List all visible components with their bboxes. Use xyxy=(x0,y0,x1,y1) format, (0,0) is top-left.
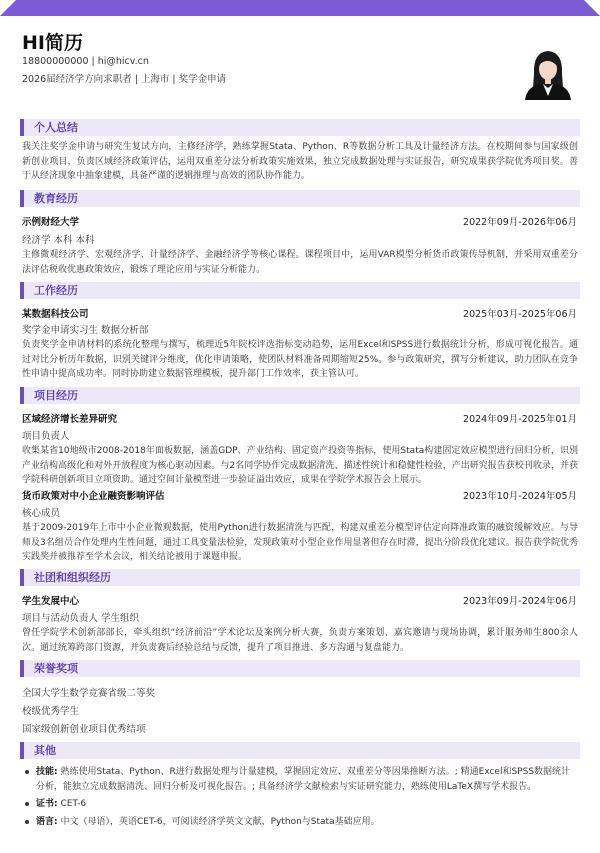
section-header-work xyxy=(20,282,580,299)
project-role: 项目负责人 xyxy=(22,431,70,442)
bullet-dot xyxy=(25,802,29,806)
award-item: 全国大学生数学竞赛省级二等奖 xyxy=(22,688,156,699)
other-item-label: 技能: xyxy=(36,767,58,777)
education-degree: 经济学 本科 本科 xyxy=(22,235,95,246)
section-accent xyxy=(20,119,24,136)
project-name: 区域经济增长差异研究 xyxy=(22,414,118,425)
contact-line: 18800000000 | hi@hicv.cn xyxy=(22,56,149,67)
section-header-awards xyxy=(20,660,580,677)
other-item-skills xyxy=(22,765,578,794)
community-date: 2023年09月-2024年06月 xyxy=(463,596,577,607)
other-item-certificate xyxy=(22,797,578,812)
section-title-summary: 个人总结 xyxy=(34,121,78,134)
bullet-dot xyxy=(25,770,29,774)
other-item-text: 熟练使用Stata、Python、R进行数据处理与计量建模，掌握固定效应、双重差分等因果推断方法。; 精通Excel和SPSS数据统计分析，能独立完成数据清洗、回归分析及可视化报告。; 具备经济学文献检索与实证研究能力，熟练使用LaTeX撰写学术报告。 xyxy=(36,767,571,792)
section-header-other xyxy=(20,742,580,759)
community-role: 项目与活动负责人 学生组织 xyxy=(22,613,140,624)
community-text: 曾任学院学术创新部部长，牵头组织“经济前沿”学术论坛及案例分析大赛，负责方案策划、嘉宾邀请与现场协调，累计服务师生800余人次。通过统筹跨部门资源，并负责赛后经验总结与反馈，提升了项目推进、多方沟通与复盘能力。 xyxy=(22,628,578,653)
section-title-projects: 项目经历 xyxy=(34,389,78,402)
section-title-education: 教育经历 xyxy=(34,192,78,205)
section-title-awards: 荣誉奖项 xyxy=(34,662,78,675)
summary-text: 我关注奖学金申请与研究生复试方向，主修经济学，熟练掌握Stata、Python、R等数据分析工具及计量经济方法。在校期间参与国家级创新创业项目，负责区域经济政策评估，运用双重差分法分析政策实施效果，独立完成数据处理与实证报告，研究成果获学院优秀项目奖。善于从经济现象中抽象建模，具备严谨的逻辑推理与高效的团队协作能力。 xyxy=(22,142,578,181)
other-item-text: CET-6 xyxy=(60,799,87,809)
award-item: 国家级创新创业项目优秀结项 xyxy=(22,724,146,735)
section-accent xyxy=(20,282,24,299)
other-item-label: 证书: xyxy=(36,799,58,809)
project-text: 基于2009-2019年上市中小企业微观数据，使用Python进行数据清洗与匹配，构建双重差分模型评估定向降准政策的融资缓解效应。与导师及3名组员合作处理内生性问题，通过工具变量法检验，发现政策对小型企业作用显著但存在时滞，提出分阶段优化建议。报告获学院优秀实践奖并被推荐至学术会议，相关结论被用于课题申报。 xyxy=(22,523,578,562)
education-text: 主修微观经济学、宏观经济学、计量经济学、金融经济学等核心课程。课程项目中，运用VAR模型分析货币政策传导机制，并采用双重差分法评估税收优惠政策效应，锻炼了理论应用与实证分析能力。 xyxy=(22,250,578,275)
award-item: 校级优秀学生 xyxy=(22,706,80,717)
work-company: 某数据科技公司 xyxy=(22,309,89,320)
section-header-education xyxy=(20,190,580,207)
other-item-language xyxy=(22,815,578,830)
project-name: 货币政策对中小企业融资影响评估 xyxy=(22,491,165,502)
section-title-community: 社团和组织经历 xyxy=(34,571,111,584)
project-text: 收集某省10地级市2008-2018年面板数据，涵盖GDP、产业结构、固定资产投资等指标，使用Stata构建固定效应模型进行回归分析，识别产业结构高级化和对外开放程度为核心驱动因素。与2名同学协作完成数据清洗、描述性统计和稳健性检验，产出研究报告获校刊收录，并获学院科研创新项目立项资助。通过空间计量模型进一步验证溢出效应，成果在学院学术报告会上展示。 xyxy=(22,446,578,485)
community-org: 学生发展中心 xyxy=(22,596,80,607)
education-school: 示例财经大学 xyxy=(22,217,80,228)
section-accent xyxy=(20,742,24,759)
project-date: 2024年09月-2025年01月 xyxy=(463,414,577,425)
section-title-other: 其他 xyxy=(34,744,56,757)
section-accent xyxy=(20,569,24,586)
section-header-summary xyxy=(20,119,580,136)
other-item-label: 语言: xyxy=(36,817,58,827)
top-bar-right-notch xyxy=(584,0,600,16)
work-text: 负责奖学金申请材料的系统化整理与撰写，梳理近5年院校评选指标变动趋势，运用Excel和SPSS进行数据统计分析，形成可视化报告。通过对比分析历年数据，识别关键评分维度，优化申请策略，使团队材料准备周期缩短25%。参与政策研究，撰写分析建议，助力团队在竞争性申请中提高成功率。同时协助建立数据管理模板，提升部门工作效率，获主管认可。 xyxy=(22,340,578,379)
top-bar-left-notch xyxy=(0,0,16,16)
education-date: 2022年09月-2026年06月 xyxy=(463,217,577,228)
other-item-text: 中文（母语），英语CET-6，可阅读经济学英文文献，Python与Stata基础应用。 xyxy=(60,817,380,827)
profile-photo xyxy=(519,44,577,100)
section-accent xyxy=(20,387,24,404)
work-role: 奖学金申请实习生 数据分析部 xyxy=(22,325,149,336)
project-date: 2023年10月-2024年05月 xyxy=(463,491,577,502)
project-role: 核心成员 xyxy=(22,508,61,519)
top-decoration-bar xyxy=(0,0,600,16)
resume-name: HI简历 xyxy=(22,32,83,54)
section-header-projects xyxy=(20,387,580,404)
section-accent xyxy=(20,660,24,677)
section-title-work: 工作经历 xyxy=(34,284,78,297)
work-date: 2025年03月-2025年06月 xyxy=(463,309,577,320)
section-header-community xyxy=(20,569,580,586)
job-intent-line: 2026届经济学方向求职者 | 上海市 | 奖学金申请 xyxy=(22,74,227,85)
section-accent xyxy=(20,190,24,207)
bullet-dot xyxy=(25,820,29,824)
